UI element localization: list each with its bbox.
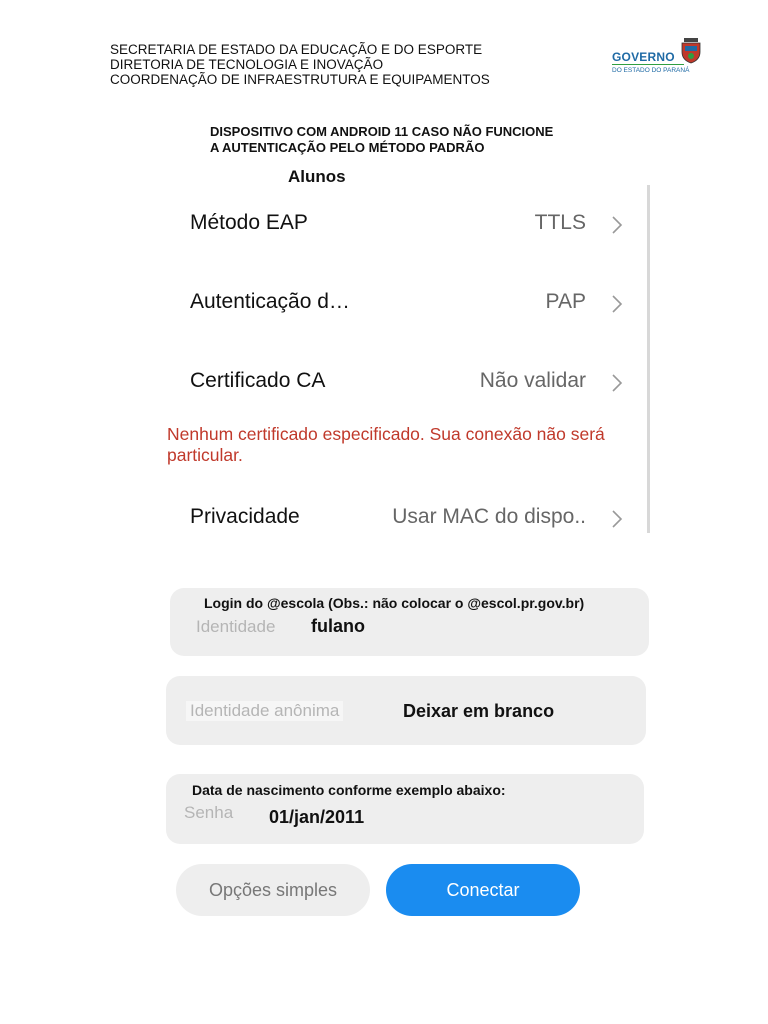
title-line-1: DISPOSITIVO COM ANDROID 11 CASO NÃO FUNCIONE (210, 124, 554, 139)
identity-placeholder: Identidade (196, 617, 276, 636)
identity-note: Login do @escola (Obs.: não colocar o @escol.pr.gov.br) (204, 595, 585, 611)
password-field[interactable] (166, 774, 644, 844)
certificate-warning: Nenhum certificado especificado. Sua conexão não será particular. (167, 424, 605, 465)
anonymous-identity-value: Deixar em branco (403, 701, 555, 721)
coat-of-arms-icon (676, 34, 706, 64)
header-line-1: SECRETARIA DE ESTADO DA EDUCAÇÃO E DO ESPORTE (110, 42, 483, 57)
setting-label: Autenticação d… (190, 290, 350, 313)
section-label: Alunos (288, 167, 346, 186)
password-note: Data de nascimento conforme exemplo abaixo: (192, 782, 506, 798)
chevron-right-icon (608, 372, 626, 394)
document-title (210, 124, 553, 156)
header-line-2: DIRETORIA DE TECNOLOGIA E INOVAÇÃO (110, 57, 384, 72)
identity-value: fulano (311, 616, 365, 636)
setting-eap-method[interactable] (190, 211, 640, 241)
password-value: 01/jan/2011 (269, 807, 365, 827)
chevron-right-icon (608, 214, 626, 236)
identity-field[interactable] (170, 588, 649, 656)
setting-value: TTLS (534, 211, 586, 234)
anonymous-identity-placeholder: Identidade anônima (186, 701, 343, 721)
document-header (110, 42, 490, 87)
connect-button[interactable]: Conectar (386, 864, 580, 916)
header-line-3: COORDENAÇÃO DE INFRAESTRUTURA E EQUIPAMENTOS (110, 72, 490, 87)
logo-main-text: GOVERNO (612, 50, 675, 64)
title-line-2: A AUTENTICAÇÃO PELO MÉTODO PADRÃO (210, 140, 485, 155)
setting-phase2-auth[interactable] (190, 290, 640, 320)
chevron-right-icon (608, 293, 626, 315)
setting-label: Privacidade (190, 505, 300, 528)
simple-options-button[interactable]: Opções simples (176, 864, 370, 916)
setting-privacy[interactable] (190, 505, 640, 535)
government-logo (612, 34, 712, 78)
chevron-right-icon (608, 508, 626, 530)
setting-value: PAP (545, 290, 586, 313)
setting-ca-certificate[interactable] (190, 369, 640, 399)
setting-value: Não validar (479, 369, 586, 392)
scrollbar[interactable] (647, 185, 650, 533)
setting-label: Método EAP (190, 211, 308, 234)
setting-value: Usar MAC do dispo.. (392, 505, 586, 528)
password-placeholder: Senha (184, 803, 234, 822)
setting-label: Certificado CA (190, 369, 326, 392)
anonymous-identity-field[interactable] (166, 676, 646, 745)
logo-sub-text: DO ESTADO DO PARANÁ (612, 67, 690, 74)
